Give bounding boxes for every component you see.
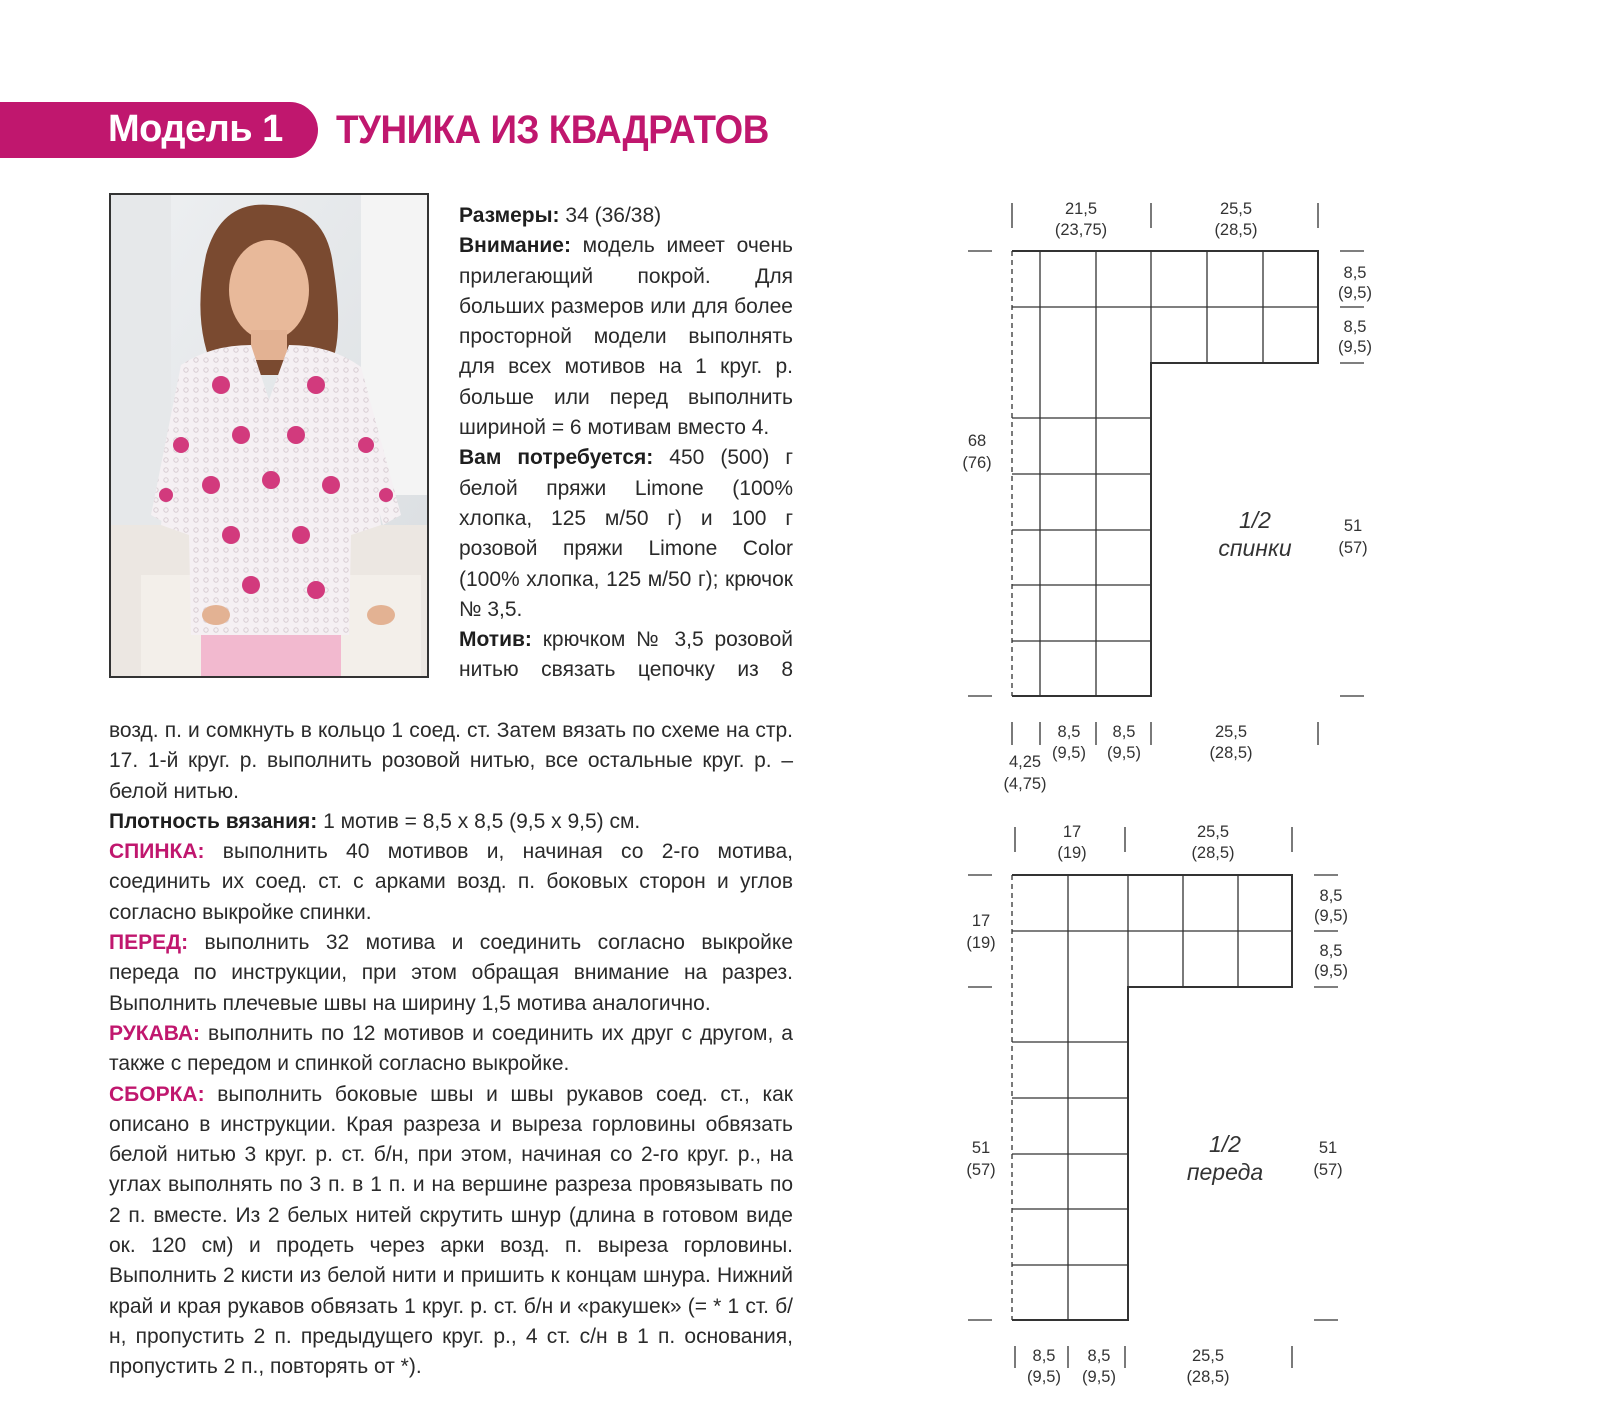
front-text: выполнить 32 мотива и соединить согласно выкройке переда по инструкции, при этом обращая внимание на разрез. Выполнить плечевые швы на ширину 1,5 мотива аналогично. — [109, 931, 793, 1015]
front-dim-right-main-alt: (57) — [1313, 1161, 1343, 1179]
sleeves-paragraph — [109, 1019, 793, 1080]
assembly-paragraph — [109, 1080, 793, 1383]
front-paragraph — [109, 928, 793, 1019]
back-dim-right-row2-alt: (9,5) — [1338, 338, 1372, 356]
front-dim-left-main-alt: (57) — [966, 1161, 996, 1179]
front-dim-right-row2: 8,5 — [1319, 942, 1343, 960]
front-dim-bottom-3-alt: (28,5) — [1186, 1368, 1230, 1386]
attention-text: модель имеет очень прилегающий покрой. Для больших размеров или для более просторной модели выполнять для всех мотивов на 1 круг. р. больше или перед выполнить шириной = 6 мотивам вместо 4. — [459, 234, 793, 440]
back-dim-bottom-side: 4,25 — [1008, 753, 1042, 771]
front-dim-bottom-1: 8,5 — [1032, 1347, 1056, 1365]
sizes-value: 34 (36/38) — [559, 204, 662, 227]
back-dim-bottom-1: 8,5 — [1057, 723, 1081, 741]
motif-text-start: крючком № 3,5 розовой нитью связать цепочку из 8 — [459, 628, 793, 682]
model-label: Модель 1 — [108, 108, 283, 150]
materials-paragraph — [459, 443, 793, 625]
back-dim-bottom-side-alt: (4,75) — [1003, 775, 1047, 793]
attention-label: Внимание: — [459, 234, 571, 258]
front-label-name: переда — [1186, 1159, 1264, 1185]
front-label: ПЕРЕД: — [109, 931, 189, 955]
assembly-text: выполнить боковые швы и швы рукавов соед. ст., как описано в инструкции. Края разреза и выреза горловины обвязать белой нитью 3 круг. р. ст. б/н, при этом, начиная со 2-го круг. р., на углах выполнять по 3 п. в 1 п. и на вершине разреза провязывать по 2 п. вместе. Из 2 белых нитей скрутить шнур (длина в готовом виде ок. 120 см) и продеть через арки возд. п. выреза горловины. Выполнить 2 кисти из белой нити и пришить к концам шнура. Нижний край и края рукавов обвязать 1 круг. р. ст. б/н и «ракушек» (= * 1 ст. б/н, пропустить 2 п. предыдущего круг. р., 4 ст. с/н в 1 п. основания, пропустить 2 п., повторять от *). — [109, 1082, 793, 1379]
attention-paragraph — [459, 231, 793, 443]
density-paragraph — [109, 807, 793, 837]
front-dim-top-right-alt: (28,5) — [1191, 844, 1235, 862]
back-dim-bottom-2: 8,5 — [1112, 723, 1136, 741]
front-dim-top-left-alt: (19) — [1057, 844, 1087, 862]
page-title: ТУНИКА ИЗ КВАДРАТОВ — [336, 108, 769, 152]
back-dim-top-right: 25,5 — [1219, 200, 1253, 218]
back-dim-bottom-3: 25,5 — [1214, 723, 1248, 741]
back-dim-right-row2: 8,5 — [1343, 318, 1367, 336]
back-dim-top-left: 21,5 — [1064, 200, 1098, 218]
back-dim-right-row1: 8,5 — [1343, 264, 1367, 282]
front-dim-top-right: 25,5 — [1196, 823, 1230, 841]
materials-text: 450 (500) г белой пряжи Limone (100% хлопка, 125 м/50 г) и 100 г розовой пряжи Limone Color (100% хлопка, 125 м/50 г); крючок № 3,5. — [459, 446, 793, 621]
photo-illustration — [111, 195, 427, 676]
back-label-fraction: 1/2 — [1239, 507, 1271, 533]
back-dim-right-main-alt: (57) — [1338, 539, 1368, 557]
motif-label: Мотив: — [459, 628, 532, 652]
instructions-bottom — [109, 716, 793, 1383]
front-dim-bottom-3: 25,5 — [1191, 1347, 1225, 1365]
front-dim-top-left: 17 — [1062, 823, 1082, 841]
materials-label: Вам потребуется: — [459, 446, 654, 470]
diagram-front-grid — [968, 827, 1338, 1368]
back-dim-left: 68 — [967, 432, 987, 450]
front-label-fraction: 1/2 — [1209, 1131, 1241, 1157]
back-dim-bottom-1-alt: (9,5) — [1052, 744, 1086, 762]
sleeves-label: РУКАВА: — [109, 1021, 201, 1045]
density-label: Плотность вязания: — [109, 809, 318, 833]
front-dim-bottom-2: 8,5 — [1087, 1347, 1111, 1365]
instructions-top — [459, 201, 793, 686]
density-text: 1 мотив = 8,5 х 8,5 (9,5 х 9,5) см. — [317, 809, 641, 833]
motif-paragraph-start — [459, 625, 793, 686]
front-dim-right-main: 51 — [1318, 1139, 1338, 1157]
back-text: выполнить 40 мотивов и, начиная со 2-го мотива, соединить их соед. ст. с арками возд. п. боковых сторон и углов согласно выкройке спинки. — [109, 840, 793, 924]
diagram-back-grid — [968, 203, 1364, 745]
front-dim-left-main: 51 — [971, 1139, 991, 1157]
front-dim-right-row1: 8,5 — [1319, 887, 1343, 905]
back-dim-top-left-alt: (23,75) — [1054, 221, 1108, 239]
sizes-label: Размеры: — [459, 204, 560, 227]
back-dim-bottom-3-alt: (28,5) — [1209, 744, 1253, 762]
motif-paragraph-continued — [109, 716, 793, 807]
front-dim-bottom-2-alt: (9,5) — [1082, 1368, 1116, 1386]
assembly-label: СБОРКА: — [109, 1082, 205, 1106]
sleeves-text: выполнить по 12 мотивов и соединить их друг с другом, а также с передом и спинкой согласно выкройке. — [109, 1021, 793, 1076]
front-dim-right-row1-alt: (9,5) — [1314, 907, 1348, 925]
back-dim-left-alt: (76) — [962, 454, 992, 472]
back-dim-right-main: 51 — [1343, 517, 1363, 535]
front-dim-left-top: 17 — [971, 912, 991, 930]
front-dim-left-top-alt: (19) — [966, 934, 996, 952]
model-photo — [109, 193, 429, 678]
sizes-paragraph — [459, 201, 793, 231]
back-dim-right-row1-alt: (9,5) — [1338, 284, 1372, 302]
back-label-name: спинки — [1218, 535, 1292, 561]
back-dim-bottom-2-alt: (9,5) — [1107, 744, 1141, 762]
back-dim-top-right-alt: (28,5) — [1214, 221, 1258, 239]
front-dim-right-row2-alt: (9,5) — [1314, 962, 1348, 980]
motif-text-continued: возд. п. и сомкнуть в кольцо 1 соед. ст. Затем вязать по схеме на стр. 17. 1-й круг. р. выполнить розовой нитью, все остальные круг. р. – белой нитью. — [109, 719, 793, 803]
front-dim-bottom-1-alt: (9,5) — [1027, 1368, 1061, 1386]
back-paragraph — [109, 837, 793, 928]
back-label: СПИНКА: — [109, 840, 205, 864]
